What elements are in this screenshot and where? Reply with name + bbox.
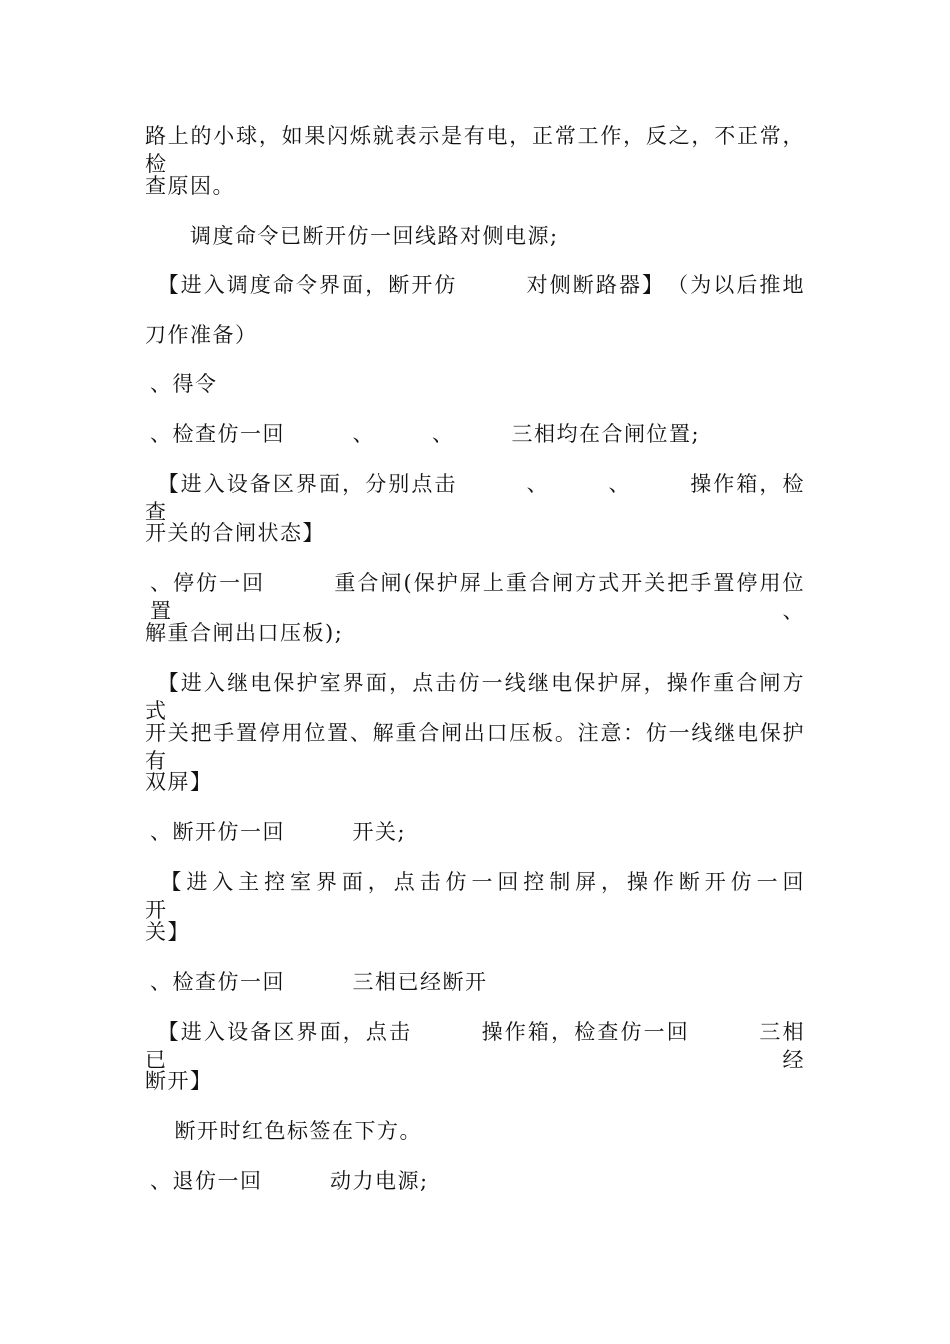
text-line: 开关把手置停用位置、解重合闸出口压板。注意：仿一线继电保护有: [145, 721, 805, 773]
text-line: 开关的合闸状态】: [145, 521, 325, 545]
text-line: 【进入主控室界面，点击仿一回控制屏，操作断开仿一回 开: [145, 870, 873, 922]
text-line: 、得令: [150, 372, 218, 396]
text-line: 解重合闸出口压板);: [145, 621, 344, 645]
text-line: 、停仿一回 重合闸(保护屏上重合闸方式开关把手置停用位置、: [150, 571, 805, 623]
text-line: 刀作准备）: [145, 323, 258, 347]
text-line: 断开时红色标签在下方。: [152, 1119, 422, 1143]
text-line: 查原因。: [145, 174, 235, 198]
text-line: 、退仿一回 动力电源;: [150, 1169, 429, 1193]
text-line: 【进入设备区界面，分别点击 、 、 操作箱，检查: [145, 472, 805, 524]
text-line: 【进入设备区界面，点击 操作箱，检查仿一回 三相已经: [145, 1020, 805, 1072]
text-line: 双屏】: [145, 770, 213, 794]
text-line: 路上的小球，如果闪烁就表示是有电，正常工作，反之，不正常，检: [145, 124, 805, 176]
text-line: 【进入调度命令界面，断开仿 对侧断路器】 （为以后推地: [145, 273, 805, 297]
text-line: 、检查仿一回 三相已经断开: [150, 970, 488, 994]
text-line: 、检查仿一回 、 、 三相均在合闸位置;: [150, 422, 701, 446]
text-line: 调度命令已断开仿一回线路对侧电源;: [145, 224, 559, 248]
text-line: 断开】: [145, 1069, 213, 1093]
text-line: 【进入继电保护室界面，点击仿一线继电保护屏，操作重合闸方式: [145, 671, 805, 723]
text-line: 关】: [145, 920, 190, 944]
text-line: 、断开仿一回 开关;: [150, 820, 407, 844]
